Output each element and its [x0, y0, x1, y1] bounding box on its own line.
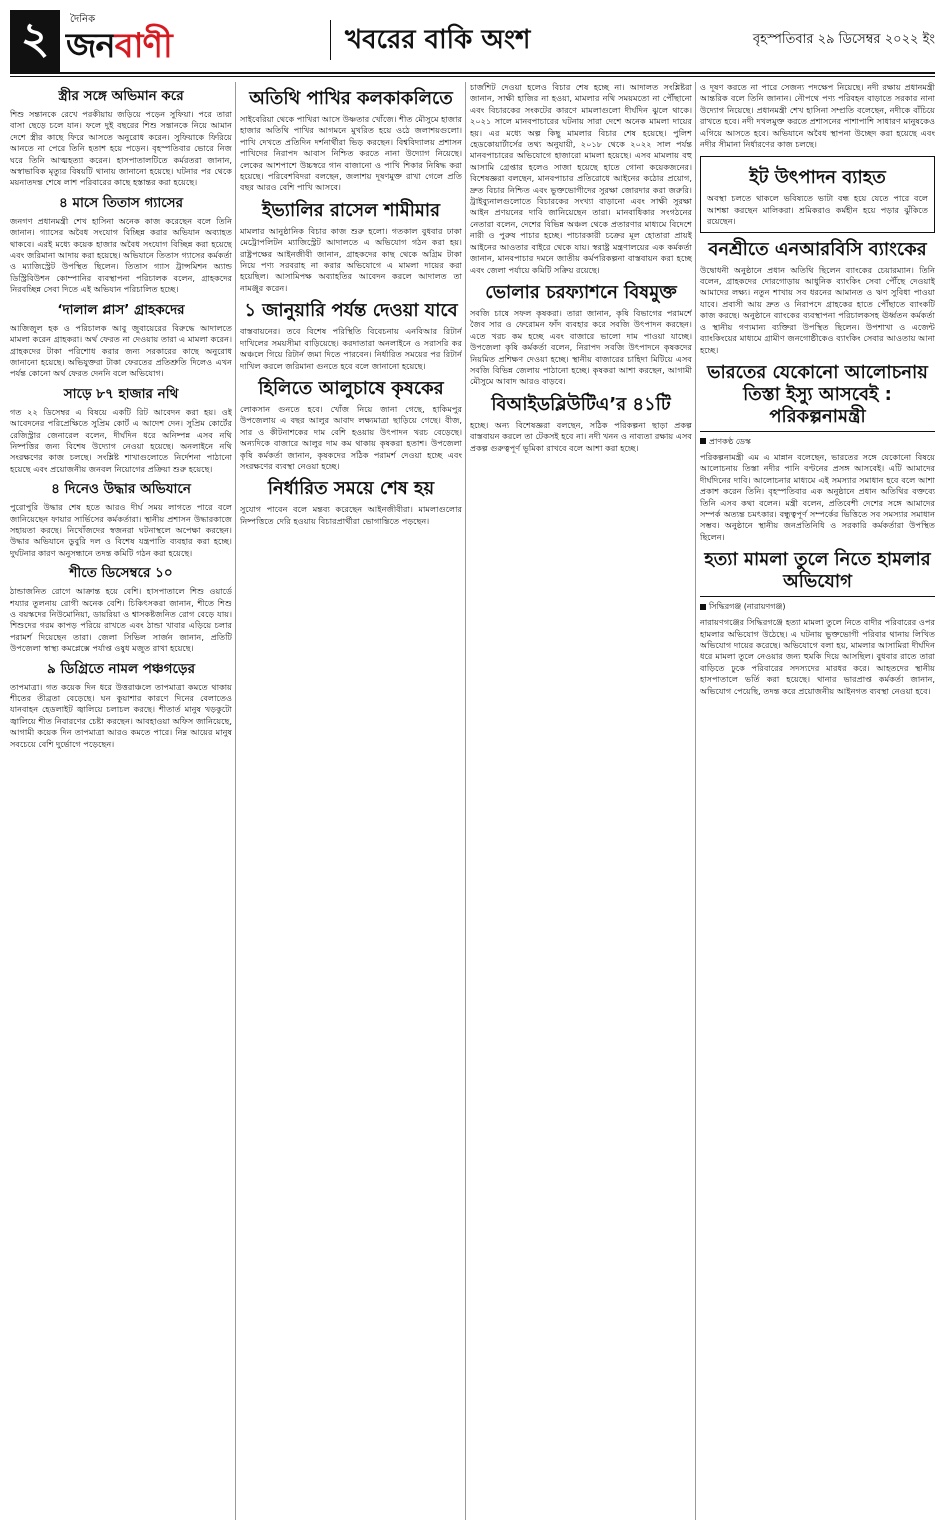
article-body: লোকসান গুনতে হবে। খোঁজ নিয়ে জানা গেছে, হাকিমপুর উপজেলায় এ বছর আলুর আবাদ লক্ষ্যমাত্রা ছাড়িয়ে গেছে। বীজ, সার ও কীটনাশকের দাম বেশি হওয়ায় উৎপাদন খরচ বেড়েছে। অন্যদিকে বাজারে আলুর দাম কম থাকায় কৃষকরা হতাশ। উপজেলা কৃষি কর্মকর্তা জানান, কৃষকদের সঠিক পরামর্শ দেওয়া হচ্ছে এবং সংরক্ষণের ব্যবস্থা নেওয়া হচ্ছে। — [240, 403, 462, 471]
article — [240, 200, 462, 294]
article-body: উদ্বোধনী অনুষ্ঠানে প্রধান অতিথি ছিলেন ব্যাংকের চেয়ারম্যান। তিনি বলেন, গ্রাহকদের দোরগোড়ায় আধুনিক ব্যাংকিং সেবা পৌঁছে দেওয়াই আমাদের লক্ষ্য। নতুন শাখায় সব ধরনের আমানত ও ঋণ সুবিধা পাওয়া যাবে। প্রবাসী আয় দ্রুত ও নিরাপদে গ্রাহকের হাতে পৌঁছাতে ব্যাংকটি কাজ করছে। অনুষ্ঠানে ব্যাংকের ব্যবস্থাপনা পরিচালকসহ ঊর্ধ্বতন কর্মকর্তা ও স্থানীয় গণ্যমান্য ব্যক্তিরা উপস্থিত ছিলেন। উপশাখা ও এজেন্ট ব্যাংকিংয়ের মাধ্যমে গ্রামীণ জনগোষ্ঠীকেও ব্যাংকিং সেবার আওতায় আনা হচ্ছে। — [700, 264, 935, 355]
column-1 — [10, 82, 232, 1520]
article-headline: হিলিতে আলুচাষে কৃষকের — [258, 377, 444, 399]
article-headline: ৪ মাসে তিতাস গ্যাসের — [58, 194, 183, 211]
article — [700, 239, 935, 356]
article — [240, 300, 462, 372]
article-body: নারায়ণগঞ্জের সিদ্ধিরগঞ্জে হত্যা মামলা তুলে নিতে বাদীর পরিবারের ওপর হামলার অভিযোগ উঠেছে। এ ঘটনায় ভুক্তভোগী পরিবার থানায় লিখিত অভিযোগ দায়ের করেছে। অভিযোগে বলা হয়, মামলার আসামিরা দীর্ঘদিন ধরে মামলা তুলে নেওয়ার জন্য হুমকি দিয়ে আসছিল। বুধবার রাতে তারা বাড়িতে ঢুকে পরিবারের সদস্যদের মারধর করে। আহতদের স্থানীয় হাসপাতালে ভর্তি করা হয়েছে। থানার ভারপ্রাপ্ত কর্মকর্তা জানান, অভিযোগ পেয়েছি, তদন্ত করে প্রয়োজনীয় আইনগত ব্যবস্থা নেওয়া হবে। — [700, 617, 935, 696]
article — [240, 478, 462, 527]
article-boxed — [700, 156, 935, 232]
byline-text: প্রাণকণ্ঠ ডেস্ক — [709, 436, 751, 446]
logo-name-part1: জন — [66, 26, 115, 66]
article-body: তাপমাত্রা। গত কয়েক দিন ধরে উত্তরাঞ্চলে তাপমাত্রা কমতে থাকায় শীতের তীব্রতা বেড়েছে। ঘন কুয়াশার কারণে দিনের বেলাতেও যানবাহন হেডলাইট জ্বালিয়ে চলাচল করছে। শীতার্ত মানুষ খড়কুটো জ্বালিয়ে শীত নিবারণের চেষ্টা করছেন। আবহাওয়া অফিস জানিয়েছে, আগামী কয়েক দিন তাপমাত্রা আরও কমতে পারে। নিম্ন আয়ের মানুষ সবচেয়ে বেশি দুর্ভোগে পড়েছেন। — [10, 681, 232, 749]
article-body: শিশু সন্তানকে রেখে পরকীয়ায় জড়িয়ে পড়েন সুফিয়া। পরে তারা বাসা ছেড়ে চলে যান। ফলে দুই বছরের শিশু সন্তানকে নিয়ে আমান দেশে স্ত্রীর কাছে ফিরে আসতে অনুরোধ করেন। সুফিয়াকে ফিরিয়ে আনতে না পেরে তিনি হতাশ হয়ে পড়েন। বৃহস্পতিবার ভোরে নিজ ঘরে তিনি আত্মহত্যা করেন। হাসপাতালটিতে কর্মরতরা জানান, অস্বাভাবিক মৃত্যুর বিষয়টি থানায় জানানো হয়েছে। ঘটনার পর থেকে ময়নাতদন্ত শেষে লাশ পরিবারের কাছে হস্তান্তর করা হয়েছে। — [10, 109, 232, 188]
article-body: মামলার আনুষ্ঠানিক বিচার কাজ শুরু হলো। গতকাল বুধবার ঢাকা মেট্রোপলিটন ম্যাজিস্ট্রেট আদালতে এ অভিযোগ গঠন করা হয়। রাষ্ট্রপক্ষের আইনজীবী জানান, গ্রাহকদের কাছ থেকে অগ্রিম টাকা নিয়ে পণ্য সরবরাহ না করার অভিযোগে এ মামলা দায়ের করা হয়েছিল। আসামিপক্ষ অব্যাহতির আবেদন করলে আদালত তা নামঞ্জুর করেন। — [240, 225, 462, 293]
article-headline: স্ত্রীর সঙ্গে অভিমান করে — [58, 88, 184, 104]
dateline: বৃহস্পতিবার ২৯ ডিসেম্বর ২০২২ ইং — [752, 32, 935, 47]
logo-name-part2: বাণী — [114, 26, 172, 66]
article-headline: শীতে ডিসেম্বরে ১০ — [69, 565, 173, 582]
masthead — [10, 6, 935, 78]
column-3 — [470, 82, 692, 1520]
article-body: হচ্ছে। অন্য বিশেষজ্ঞরা বলছেন, সঠিক পরিকল্পনা ছাড়া প্রকল্প বাস্তবায়ন করলে তা টেকসই হবে না। নদী খনন ও নাব্যতা রক্ষায় এসব প্রকল্প গুরুত্বপূর্ণ ভূমিকা রাখবে বলে আশা করা হচ্ছে। — [470, 419, 692, 453]
article-headline: অতিথি পাখির কলকাকলিতে — [249, 88, 453, 109]
article-headline: নির্ধারিত সময়ে শেষ হয় — [267, 478, 435, 500]
article-headline: ইভ্যালির রাসেল শামীমার — [262, 199, 440, 221]
article-body: সুযোগ পাবেন বলে মন্তব্য করেছেন আইনজীবীরা। মামলাগুলোর নিষ্পত্তিতে দেরি হওয়ায় বিচারপ্রার্থীরা ভোগান্তিতে পড়ছেন। — [240, 504, 462, 526]
column-4 — [700, 82, 935, 1520]
article — [700, 549, 935, 697]
article-body: জনগণ প্রধানমন্ত্রী শেখ হাসিনা অনেক কাজ করেছেন বলে তিনি জানান। গ্যাসের অবৈধ সংযোগ বিচ্ছিন্ন করার অভিযান অব্যাহত থাকবে। এরই মধ্যে কয়েক হাজার অবৈধ সংযোগ বিচ্ছিন্ন করা হয়েছে এবং জরিমানা আদায় করা হয়েছে। অভিযানে তিতাস গ্যাসের কর্মকর্তা ও ম্যাজিস্ট্রেট উপস্থিত ছিলেন। তিতাস গ্যাস ট্রান্সমিশন অ্যান্ড ডিস্ট্রিবিউশন কোম্পানির ব্যবস্থাপনা পরিচালক বলেন, গ্রাহকদের নিরবচ্ছিন্ন সেবা দিতে এই অভিযান পরিচালিত হচ্ছে। — [10, 215, 232, 295]
logo-name — [66, 20, 172, 77]
article-headline: ৪ দিনেও উদ্ধার অভিযানে — [51, 481, 191, 498]
newspaper-logo — [10, 10, 172, 72]
article — [470, 82, 692, 276]
article-headline: হত্যা মামলা তুলে নিতে হামলার অভিযোগ — [700, 549, 935, 597]
article-headline: ইট উৎপাদন ব্যাহত — [749, 167, 886, 189]
article — [700, 82, 935, 150]
article — [470, 394, 692, 454]
article — [470, 282, 692, 388]
article — [10, 481, 232, 559]
article-headline: বিআইডব্লিউটিএ’র ৪১টি — [491, 393, 671, 415]
article-body: অবস্থা চলতে থাকলে ভবিষ্যতে ভাটা বন্ধ হয়ে যেতে পারে বলে আশঙ্কা করছেন মালিকরা। শ্রমিকরাও কর্মহীন হয়ে পড়ার ঝুঁকিতে রয়েছেন। — [707, 193, 928, 227]
byline-square-icon — [700, 604, 706, 610]
section-title: খবরের বাকি অংশ — [330, 20, 705, 60]
article — [10, 565, 232, 654]
article — [10, 195, 232, 296]
article-headline: বনশ্রীতে এনআরবিসি ব্যাংকের — [708, 238, 927, 260]
article-body: গত ২২ ডিসেম্বর এ বিষয়ে একটি রিট আবেদন করা হয়। ওই আবেদনের পরিপ্রেক্ষিতে সুপ্রিম কোর্ট এ আদেশ দেন। সুপ্রিম কোর্টের রেজিস্ট্রার জেনারেল বলেন, দীর্ঘদিন ধরে অনিষ্পন্ন এসব নথি নিষ্পত্তির জন্য বিশেষ উদ্যোগ নেওয়া হয়েছে। অনলাইনে নথি সংরক্ষণের কাজ চলছে। সংশ্লিষ্ট শাখাগুলোতে নির্দেশনা পাঠানো হয়েছে এবং প্রয়োজনীয় জনবল নিয়োগের প্রক্রিয়া শুরু হয়েছে। — [10, 406, 232, 474]
article-body: ঠান্ডাজনিত রোগে আক্রান্ত হয়ে বেশি। হাসপাতালে শিশু ওয়ার্ডে শয্যার তুলনায় রোগী অনেক বেশি। চিকিৎসকরা জানান, শীতে শিশু ও বয়স্কদের নিউমোনিয়া, ডায়রিয়া ও শ্বাসকষ্টজনিত রোগ বেড়ে যায়। শিশুদের গরম কাপড় পরিয়ে রাখতে এবং ঠান্ডা খাবার এড়িয়ে চলার পরামর্শ দিয়েছেন তারা। জেলা সিভিল সার্জন জানান, প্রতিটি উপজেলা স্বাস্থ্য কমপ্লেক্সে পর্যাপ্ত ওষুধ মজুত রাখা হয়েছে। — [10, 586, 232, 654]
article-body: আজিজুল হক ও পরিচালক আবু জুবায়েরের বিরুদ্ধে আদালতে মামলা করেন গ্রাহকরা। অর্থ ফেরত না দেওয়ায় তারা এ মামলা করেন। গ্রাহকদের টাকা পরিশোধ করার জন্য সরকারের কাছে অনুরোধ জানানো হয়েছে। অভিযুক্তরা টাকা ফেরতের প্রতিশ্রুতি দিলেও এখন পর্যন্ত কোনো অর্থ ফেরত দেননি বলে অভিযোগ। — [10, 322, 232, 379]
logo-daily-label: দৈনিক — [70, 14, 96, 25]
masthead-rule — [10, 72, 935, 74]
article-body: সাইবেরিয়া থেকে পাখিরা আসে উষ্ণতার খোঁজে। শীত মৌসুমে হাজার হাজার অতিথি পাখির আগমনে মুখরিত হয়ে ওঠে জলাশয়গুলো। পাখি দেখতে প্রতিদিন দর্শনার্থীরা ভিড় করছেন। বিশ্ববিদ্যালয় প্রশাসন পাখিদের নিরাপদ আবাস নিশ্চিত করতে নানা উদ্যোগ নিয়েছে। লেকের আশপাশে উচ্চস্বরে গান বাজানো ও পাখি শিকার নিষিদ্ধ করা হয়েছে। পরিবেশবিদরা বলছেন, জলাশয় দূষণমুক্ত রাখা গেলে প্রতি বছর আরও বেশি পাখি আসবে। — [240, 114, 462, 193]
article-body: ও দূষণ করতে না পারে সেজন্য পদক্ষেপ নিয়েছে। নদী রক্ষায় প্রধানমন্ত্রী আন্তরিক বলে তিনি জানান। নৌপথে পণ্য পরিবহন বাড়াতে সরকার নানা উদ্যোগ নিয়েছে। প্রধানমন্ত্রী শেখ হাসিনা সম্প্রতি বলেছেন, নদীকে বাঁচিয়ে রাখতে হবে। নদী দখলমুক্ত করতে প্রশাসনের পাশাপাশি সাধারণ মানুষকেও এগিয়ে আসতে হবে। অভিযানে অবৈধ স্থাপনা উচ্ছেদ করা হয়েছে এবং নদীর সীমানা নির্ধারণের কাজ চলছে। — [700, 82, 935, 150]
article-body: সবজি চাষে সফল কৃষকরা। তারা জানান, কৃষি বিভাগের পরামর্শে জৈব সার ও ফেরোমন ফাঁদ ব্যবহার করে সবজি উৎপাদন করছেন। এতে খরচ কম হচ্ছে এবং বাজারে ভালো দাম পাওয়া যাচ্ছে। উপজেলা কৃষি কর্মকর্তা বলেন, নিরাপদ সবজি উৎপাদনে কৃষকদের নিয়মিত প্রশিক্ষণ দেওয়া হচ্ছে। স্থানীয় বাজারের চাহিদা মিটিয়ে এসব সবজি বিভিন্ন জেলায় পাঠানো হচ্ছে। কৃষকরা আশা করছেন, আগামী মৌসুমে আবাদ আরও বাড়বে। — [470, 307, 692, 387]
article — [10, 302, 232, 380]
article — [10, 88, 232, 189]
article-body: বাস্তবায়নের। তবে বিশেষ পরিস্থিতি বিবেচনায় এনবিআর রিটার্ন দাখিলের সময়সীমা বাড়িয়েছে। করদাতারা অনলাইনে ও সরাসরি কর অঞ্চলে গিয়ে রিটার্ন জমা দিতে পারবেন। নির্ধারিত সময়ের পর রিটার্ন দাখিল করলে জরিমানা গুনতে হবে বলে জানানো হয়েছে। — [240, 326, 462, 371]
article-headline: ৯ ডিগ্রিতে নামল পঞ্চগড়ের — [46, 660, 195, 677]
page-number: ২ — [10, 10, 60, 72]
article-body: পুরোপুরি উদ্ধার শেষ হতে আরও দীর্ঘ সময় লাগতে পারে বলে জানিয়েছেন ফায়ার সার্ভিসের কর্মকর্তারা। স্থানীয় প্রশাসন উদ্ধারকাজে সহায়তা করছে। নিখোঁজদের স্বজনরা ঘটনাস্থলে অপেক্ষা করছেন। উদ্ধার অভিযানে ডুবুরি দল ও বিশেষ যন্ত্রপাতি ব্যবহার করা হচ্ছে। দুর্ঘটনার কারণ অনুসন্ধানে তদন্ত কমিটি গঠন করা হয়েছে। — [10, 502, 232, 558]
byline-square-icon — [700, 438, 706, 444]
article-body: চার্জশিট দেওয়া হলেও বিচার শেষ হচ্ছে না। আদালত সংশ্লিষ্টরা জানান, সাক্ষী হাজির না হওয়া, মামলার নথি সময়মতো না পৌঁছানো এবং বিচারকের সংকটের কারণে মামলাগুলো দীর্ঘদিন ঝুলে থাকে। ২০২১ সালে মানবপাচারের ঘটনায় সারা দেশে অনেক মামলা দায়ের হয়। এর মধ্যে অল্প কিছু মামলার বিচার শেষ হয়েছে। পুলিশ হেডকোয়ার্টার্সের তথ্য অনুযায়ী, ২০১৮ থেকে ২০২২ সাল পর্যন্ত মানবপাচারের অভিযোগে হাজারো মামলা হয়েছে। এসব মামলায় বহু আসামি গ্রেপ্তার হলেও সাজা হয়েছে হাতে গোনা কয়েকজনের। বিশেষজ্ঞরা বলছেন, মানবপাচার প্রতিরোধে আইনের কঠোর প্রয়োগ, দ্রুত বিচার নিশ্চিত এবং ভুক্তভোগীদের সুরক্ষা জোরদার করা জরুরি। ট্রাইব্যুনালগুলোতে বিচারকের সংখ্যা বাড়ানো এবং সাক্ষী সুরক্ষা আইন প্রণয়নের দাবি জানিয়েছেন তারা। মানবাধিকার সংগঠনের নেতারা বলেন, দেশের বিভিন্ন অঞ্চল থেকে প্রতারণার মাধ্যমে বিদেশে নারী ও পুরুষ পাচার হচ্ছে। পাচারকারী চক্রের মূল হোতারা প্রায়ই আইনের আওতার বাইরে থেকে যায়। স্বরাষ্ট্র মন্ত্রণালয়ের এক কর্মকর্তা জানান, মানবপাচার দমনে জাতীয় কর্মপরিকল্পনা বাস্তবায়ন করা হচ্ছে এবং জেলা পর্যায়ে কমিটি সক্রিয় রয়েছে। — [470, 82, 692, 275]
article-byline — [700, 601, 935, 614]
column-divider — [695, 82, 696, 1520]
article-headline: সাড়ে ৮৭ হাজার নথি — [63, 385, 179, 402]
article — [10, 386, 232, 475]
column-2 — [240, 82, 462, 1520]
article-headline: ভোলার চরফ্যাশনে বিষমুক্ত — [485, 281, 677, 303]
masthead-rule-thin — [10, 76, 935, 77]
article — [240, 88, 462, 194]
article-body: পরিকল্পনামন্ত্রী এম এ মান্নান বলেছেন, ভারতের সঙ্গে যেকোনো বিষয়ে আলোচনায় তিস্তা নদীর পানি বণ্টনের প্রসঙ্গ আসবেই। এটি আমাদের দীর্ঘদিনের দাবি। আলোচনার মাধ্যমে এই সমস্যার সমাধান হবে বলে আশা প্রকাশ করেন তিনি। বৃহস্পতিবার এক অনুষ্ঠানে প্রধান অতিথির বক্তব্যে তিনি এসব কথা বলেন। মন্ত্রী বলেন, প্রতিবেশী দেশের সঙ্গে আমাদের সম্পর্ক অত্যন্ত চমৎকার। বন্ধুত্বপূর্ণ সম্পর্কের ভিত্তিতে সব সমস্যার সমাধান সম্ভব। অনুষ্ঠানে স্থানীয় জনপ্রতিনিধি ও সরকারি কর্মকর্তারা উপস্থিত ছিলেন। — [700, 451, 935, 542]
article — [240, 378, 462, 472]
article-headline: ভারতের যেকোনো আলোচনায় তিস্তা ইস্যু আসবেই : পরিকল্পনামন্ত্রী — [700, 362, 935, 432]
byline-text: সিদ্ধিরগঞ্জ (নারায়ণগঞ্জ) — [709, 602, 786, 612]
column-divider — [235, 82, 236, 1520]
article — [700, 362, 935, 543]
article-byline — [700, 436, 935, 449]
article-headline: ১ জানুয়ারি পর্যন্ত দেওয়া যাবে — [244, 300, 458, 322]
article — [10, 661, 232, 750]
column-divider — [465, 82, 466, 1520]
article-headline: ‘দালাল প্লাস’ গ্রাহকদের — [57, 301, 185, 318]
